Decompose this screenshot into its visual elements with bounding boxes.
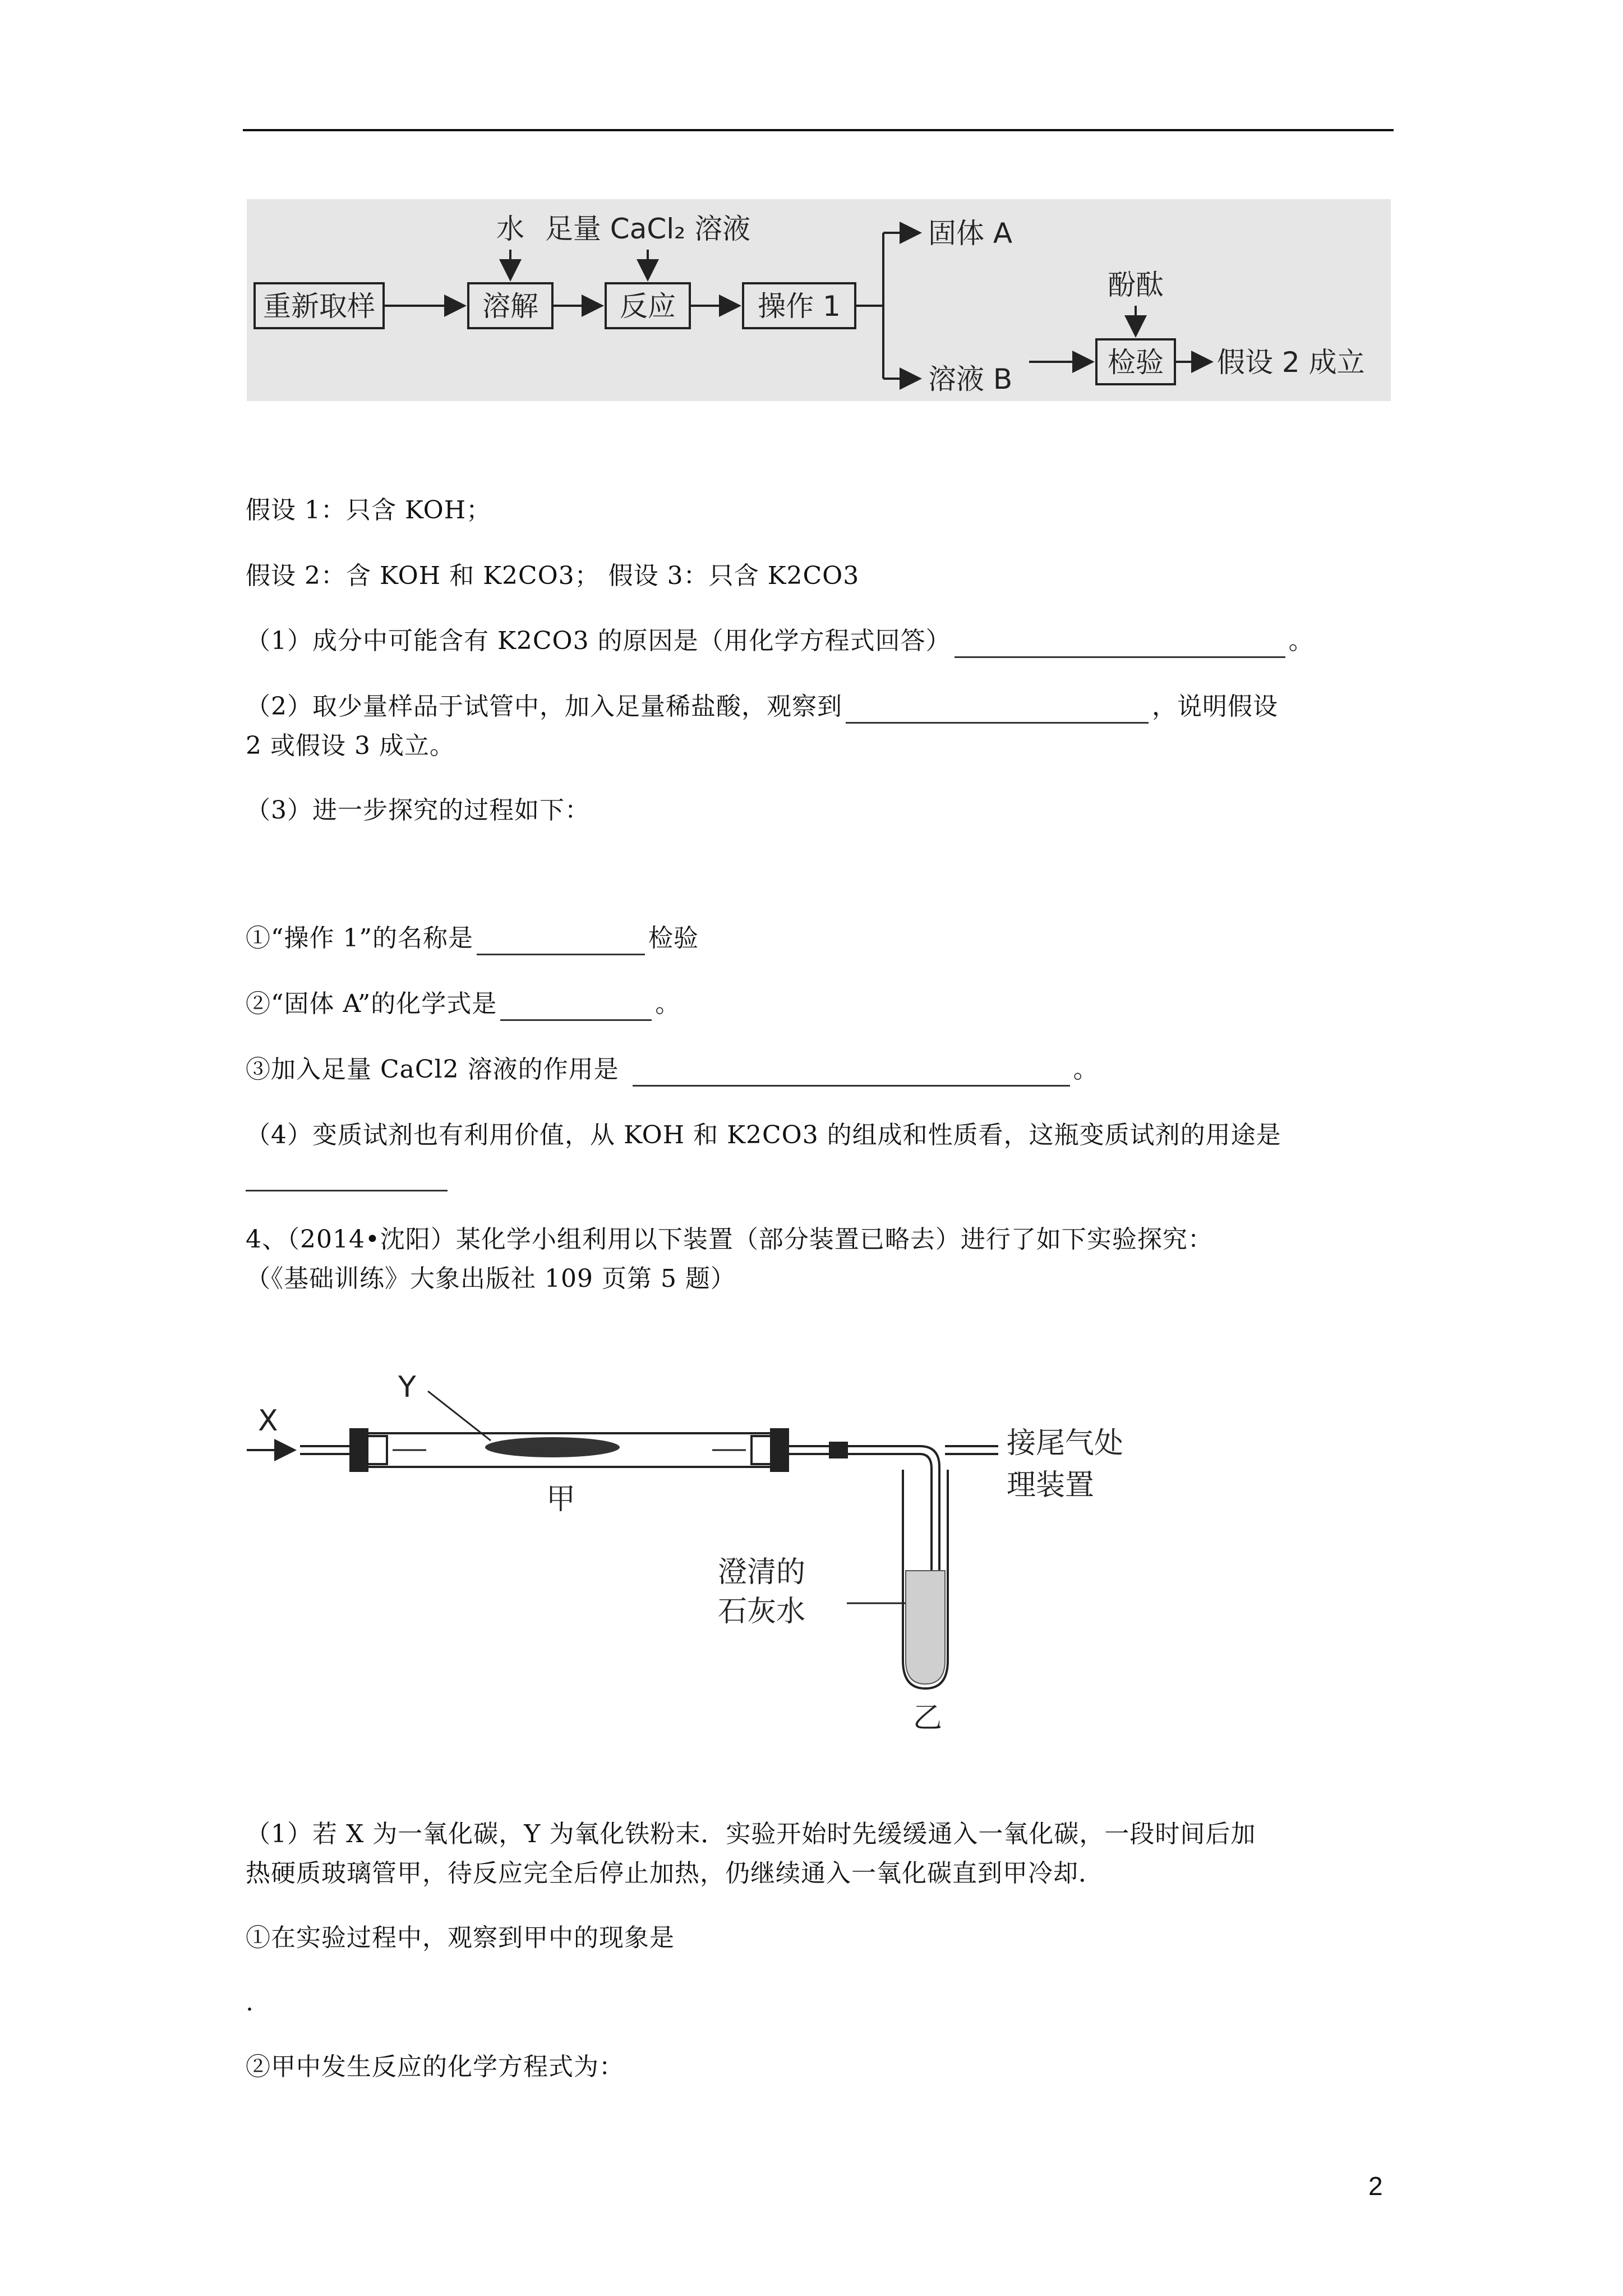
step-3	[246, 1053, 1099, 1087]
problem-4-source: （《基础训练》大象出版社 109 页第 5 题）	[246, 1264, 736, 1293]
flow-solidA: 固体 A	[928, 217, 1013, 250]
label-lime-2: 石灰水	[718, 1595, 806, 1628]
label-tail-2: 理装置	[1007, 1469, 1095, 1502]
question-4: （4）变质试剂也有利用价值，从 KOH 和 K2CO3 的组成和性质看，这瓶变质试剂的用途是	[246, 1121, 1281, 1149]
flow-sample: 重新取样	[263, 290, 375, 323]
part-1-line-2: 热硬质玻璃管甲，待反应完全后停止加热，仍继续通入一氧化碳直到甲冷却．	[246, 1859, 1104, 1888]
header-rule	[243, 129, 1394, 131]
flow-dissolve: 溶解	[482, 290, 538, 323]
question-2-text-b: ，说明假设	[1152, 692, 1278, 721]
part-1-q2: ②甲中发生反应的化学方程式为：	[246, 2053, 624, 2081]
answer-blank-3[interactable]	[477, 928, 645, 955]
part-1-q1: ①在实验过程中，观察到甲中的现象是	[246, 1924, 675, 1952]
apparatus-diagram	[247, 1369, 1124, 1735]
step-2	[246, 987, 680, 1021]
answer-blank-6[interactable]	[246, 1164, 448, 1191]
answer-blank-2[interactable]	[846, 696, 1149, 724]
question-1-end: 。	[1288, 627, 1314, 655]
label-x: X	[258, 1404, 278, 1438]
flow-test: 检验	[1108, 346, 1164, 379]
page-number: 2	[1368, 2171, 1383, 2201]
question-2-text: （2）取少量样品于试管中，加入足量稀盐酸，观察到	[246, 692, 842, 721]
flow-solutionB: 溶液 B	[928, 363, 1013, 395]
answer-blank-5[interactable]	[633, 1059, 1070, 1087]
limewater-liquid	[906, 1571, 945, 1684]
part-1-line-1: （1）若 X 为一氧化碳，Y 为氧化铁粉末．实验开始时先缓缓通入一氧化碳，一段时间后加	[246, 1820, 1256, 1848]
flow-result: 假设 2 成立	[1217, 346, 1365, 379]
label-lime-1: 澄清的	[718, 1556, 806, 1589]
question-1-text: （1）成分中可能含有 K2CO3 的原因是（用化学方程式回答）	[246, 627, 951, 655]
part-1-dot: .	[246, 1988, 254, 2017]
label-jia: 甲	[546, 1483, 576, 1516]
answer-blank-1[interactable]	[955, 631, 1285, 658]
powder-y	[485, 1437, 620, 1457]
flow-indicator: 酚酞	[1108, 269, 1164, 301]
problem-4-title: 4、（2014•沈阳）某化学小组利用以下装置（部分装置已略去）进行了如下实验探究：	[246, 1225, 1213, 1254]
label-yi: 乙	[913, 1701, 943, 1735]
flow-reagent: 足量 CaCl₂ 溶液	[545, 213, 751, 245]
flow-water: 水	[496, 213, 524, 245]
label-tail-1: 接尾气处	[1007, 1427, 1124, 1460]
step-2-end: 。	[655, 990, 681, 1018]
step-3-text: ③加入足量 CaCl2 溶液的作用是	[246, 1055, 619, 1084]
question-3: （3）进一步探究的过程如下：	[246, 796, 590, 825]
question-4-blank-line	[246, 1158, 448, 1191]
label-y: Y	[398, 1370, 416, 1404]
step-3-end: 。	[1073, 1055, 1099, 1084]
step-1-end: 检验	[648, 924, 699, 953]
hypothesis-1: 假设 1：只含 KOH；	[246, 496, 492, 524]
step-1-text: ①“操作 1”的名称是	[246, 924, 473, 953]
flowchart	[247, 199, 1391, 401]
flow-react: 反应	[620, 290, 676, 323]
question-2	[246, 690, 1278, 724]
flow-op1: 操作 1	[758, 290, 841, 323]
answer-blank-4[interactable]	[500, 993, 652, 1021]
step-2-text: ②“固体 A”的化学式是	[246, 990, 497, 1018]
question-2-cont: 2 或假设 3 成立。	[246, 731, 455, 760]
question-1	[246, 624, 1314, 658]
hypothesis-2-3: 假设 2：含 KOH 和 K2CO3； 假设 3：只含 K2CO3	[246, 562, 860, 590]
step-1	[246, 922, 699, 955]
